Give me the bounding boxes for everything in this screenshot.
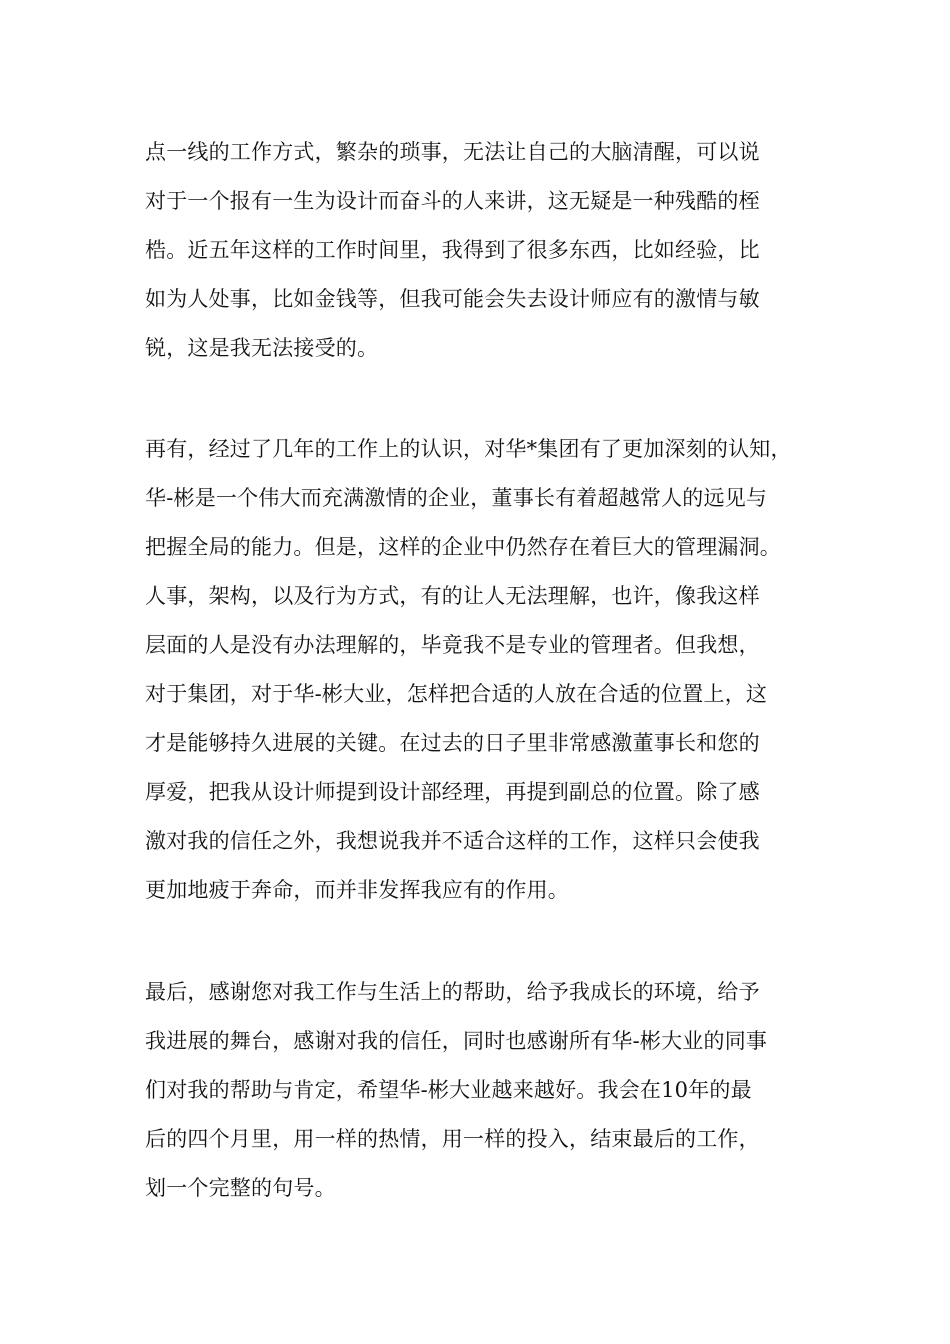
text-line: 划一个完整的句号。 [145,1176,336,1200]
text-line: 人事，架构，以及行为方式，有的让人无法理解，也许，像我这样 [145,584,760,608]
text-line: 层面的人是没有办法理解的，毕竟我不是专业的管理者。但我想， [145,633,760,657]
text-line: 才是能够持久进展的关键。在过去的日子里非常感激董事长和您的 [145,731,760,755]
text-line: 最后，感谢您对我工作与生活上的帮助，给予我成长的环境，给予 [145,980,760,1004]
text-line: 华-彬是一个伟大而充满激情的企业，董事长有着超越常人的远见与 [145,486,768,510]
text-line: 对于一个报有一生为设计而奋斗的人来讲，这无疑是一种残酷的桎 [145,189,760,213]
text-line: 如为人处事，比如金钱等，但我可能会失去设计师应有的激情与敏 [145,287,760,311]
text-line: 我进展的舞台，感谢对我的信任，同时也感谢所有华-彬大业的同事 [145,1029,768,1053]
text-line: 再有，经过了几年的工作上的认识，对华*集团有了更加深刻的认知， [145,437,792,461]
text-line: 激对我的信任之外，我想说我并不适合这样的工作，这样只会使我 [145,829,760,853]
text-line: 们对我的帮助与肯定，希望华-彬大业越来越好。我会在10年的最 [145,1078,752,1102]
text-line: 后的四个月里，用一样的热情，用一样的投入，结束最后的工作， [145,1127,760,1151]
text-line: 锐，这是我无法接受的。 [145,336,379,360]
paragraph-1 [145,128,825,373]
text-line: 更加地疲于奔命，而并非发挥我应有的作用。 [145,878,569,902]
text-line: 梏。近五年这样的工作时间里，我得到了很多东西，比如经验，比 [145,238,760,262]
text-line: 把握全局的能力。但是，这样的企业中仍然存在着巨大的管理漏洞。 [145,535,781,559]
paragraph-3 [145,968,825,1213]
text-line: 点一线的工作方式，繁杂的琐事，无法让自己的大脑清醒，可以说 [145,140,760,164]
paragraph-2 [145,425,825,915]
text-line: 对于集团，对于华-彬大业，怎样把合适的人放在合适的位置上，这 [145,682,768,706]
text-line: 厚爱，把我从设计师提到设计部经理，再提到副总的位置。除了感 [145,780,760,804]
